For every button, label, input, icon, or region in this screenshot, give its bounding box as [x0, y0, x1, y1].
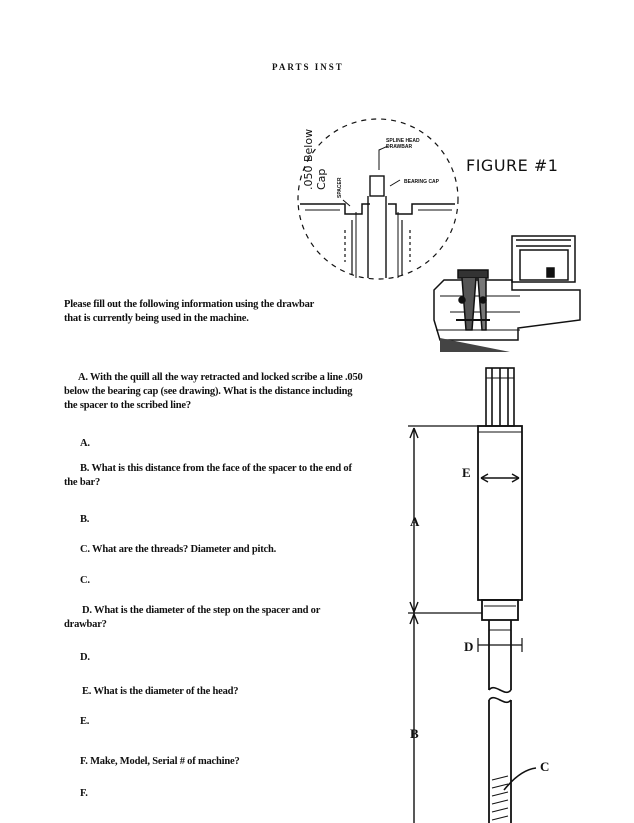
drawbar-elevation: [408, 368, 536, 823]
detail-label-cap: BEARING CAP: [404, 179, 440, 185]
question-f: F. Make, Model, Serial # of machine?: [80, 756, 240, 767]
answer-label-e: E.: [80, 716, 90, 727]
page-header: PARTS INST: [272, 62, 344, 72]
detail-handwritten-note: .050 Below Cap: [302, 128, 328, 190]
detail-label-spline: SPLINE HEAD DRAWBAR: [386, 138, 420, 150]
answer-label-f: F.: [80, 788, 88, 799]
answer-label-d: D.: [80, 652, 90, 663]
answer-label-b: B.: [80, 514, 90, 525]
drawing-label-e: E: [462, 465, 471, 480]
answer-label-a: A.: [80, 438, 90, 449]
drawing-label-a: A: [410, 514, 420, 529]
answer-label-c: C.: [80, 575, 90, 586]
question-a: A. With the quill all the way retracted and locked scribe a line .050 below the bearing cap (see drawing). What is the distance including the spacer to the scribed line?: [64, 372, 363, 411]
question-c: C. What are the threads? Diameter and pitch.: [80, 544, 277, 555]
detail-label-spacer: SPACER: [337, 177, 343, 198]
intro-paragraph: Please fill out the following information using the drawbar that is currently being used in the machine.: [64, 299, 314, 324]
drawing-label-c: C: [540, 759, 550, 774]
question-e: E. What is the diameter of the head?: [82, 686, 239, 697]
question-d: D. What is the diameter of the step on the spacer and or drawbar?: [64, 605, 320, 630]
drawing-label-b: B: [410, 726, 419, 741]
drawing-label-d: D: [464, 639, 474, 654]
machine-head-view: [434, 236, 580, 352]
figure-title: FIGURE #1: [466, 156, 559, 175]
question-b: B. What is this distance from the face of the spacer to the end of the bar?: [64, 463, 352, 488]
